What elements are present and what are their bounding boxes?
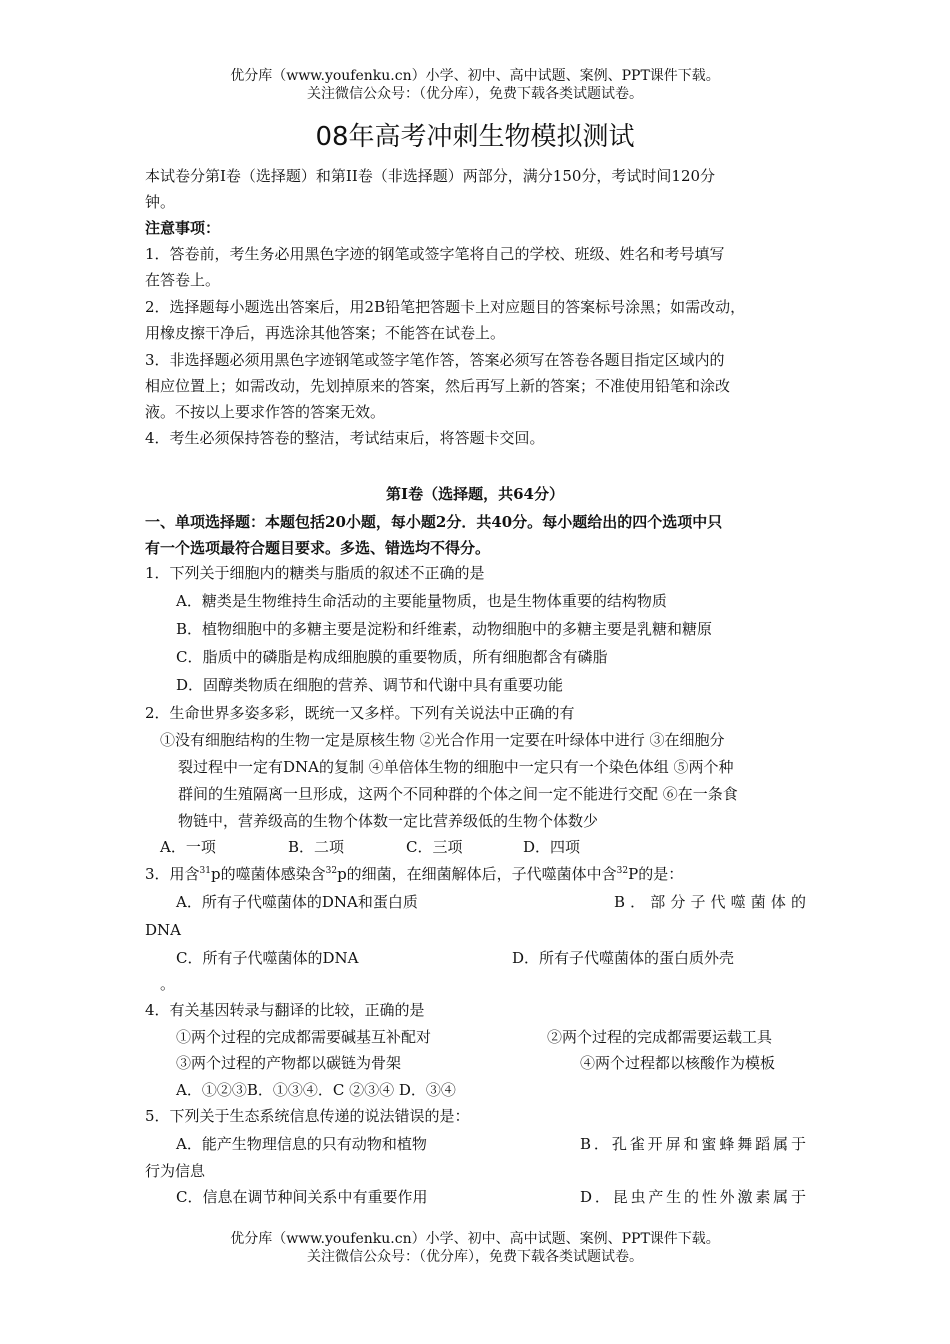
q4-options: A．①②③B．①③④．C ②③④ D．③④ [176, 1081, 456, 1099]
notice-line: 相应位置上；如需改动，先划掉原来的答案，然后再写上新的答案；不准使用铅笔和涂改 [145, 377, 731, 395]
q3-option-d: D．所有子代噬菌体的蛋白质外壳 [512, 949, 735, 967]
q1-option-b: B．植物细胞中的多糖主要是淀粉和纤维素，动物细胞中的多糖主要是乳糖和糖原 [176, 620, 713, 638]
q2-stem: 2．生命世界多姿多彩，既统一又多样。下列有关说法中正确的有 [145, 704, 575, 722]
q4-statement-2: ②两个过程的完成都需要运载工具 [547, 1028, 773, 1046]
q4-statement-3: ③两个过程的产物都以碳链为骨架 [176, 1054, 402, 1072]
section-instruction-2: 有一个选项最符合题目要求。多选、错选均不得分。 [145, 539, 491, 557]
q5-option-b: B．孔雀开屏和蜜蜂舞蹈属于 [580, 1135, 806, 1153]
q3-superscript: 31 [199, 866, 211, 876]
header-line-2: 关注微信公众号：（优分库），免费下载各类试题试卷。 [307, 86, 643, 102]
notice-line: 液。不按以上要求作答的答案无效。 [145, 403, 386, 421]
q2-statement-line: 物链中，营养级高的生物个体数一定比营养级低的生物个体数少 [178, 812, 599, 830]
notice-line: 1．答卷前，考生务必用黑色字迹的钢笔或签字笔将自己的学校、班级、姓名和考号填写 [145, 245, 725, 263]
q5-option-c: C．信息在调节种间关系中有重要作用 [176, 1188, 428, 1206]
q2-statement-line: 群间的生殖隔离一旦形成，这两个不同种群的个体之间一定不能进行交配 ⑥在一条食 [178, 785, 738, 803]
header-line-1: 优分库（www.youfenku.cn）小学、初中、高中试题、案例、PPT课件下载。 [230, 68, 720, 84]
q3-superscript: 32 [325, 866, 338, 876]
q2-option-d: D．四项 [523, 838, 581, 856]
q2-option-c: C．三项 [406, 838, 463, 856]
footer-line-1: 优分库（www.youfenku.cn）小学、初中、高中试题、案例、PPT课件下载。 [230, 1231, 720, 1247]
notice-line: 4．考生必须保持答卷的整洁，考试结束后，将答题卡交回。 [145, 429, 545, 447]
notice-line: 用橡皮擦干净后，再选涂其他答案；不能答在试卷上。 [145, 324, 506, 342]
intro-line-2: 钟。 [145, 193, 176, 211]
q2-option-a: A．一项 [160, 838, 216, 856]
q5-option-d: D．昆虫产生的性外激素属于 [580, 1188, 806, 1206]
q3-option-b-cont: DNA [145, 921, 181, 939]
q2-statement-line: ①没有细胞结构的生物一定是原核生物 ②光合作用一定要在叶绿体中进行 ③在细胞分 [160, 731, 725, 749]
q5-option-a: A．能产生物理信息的只有动物和植物 [176, 1135, 427, 1153]
q3-option-c: C．所有子代噬菌体的DNA [176, 949, 359, 967]
q1-option-c: C．脂质中的磷脂是构成细胞膜的重要物质，所有细胞都含有磷脂 [176, 648, 608, 666]
page-title: 08年高考冲刺生物模拟测试 [315, 122, 635, 152]
q1-option-d: D．固醇类物质在细胞的营养、调节和代谢中具有重要功能 [176, 676, 564, 694]
q2-option-b: B．二项 [288, 838, 345, 856]
q1-option-a: A．糖类是生物维持生命活动的主要能量物质，也是生物体重要的结构物质 [176, 592, 667, 610]
notice-line: 2．选择题每小题选出答案后，用2B铅笔把答题卡上对应题目的答案标号涂黑；如需改动， [145, 298, 746, 316]
q3-trailing-mark: 。 [160, 975, 176, 993]
q3-superscript: 32 [616, 866, 629, 876]
section-instruction-1: 一、单项选择题：本题包括20小题，每小题2分．共40分。每小题给出的四个选项中只 [145, 513, 723, 531]
intro-line-1: 本试卷分第I卷（选择题）和第II卷（非选择题）两部分，满分150分，考试时间120分 [145, 167, 716, 185]
q1-stem: 1．下列关于细胞内的糖类与脂质的叙述不正确的是 [145, 564, 485, 582]
q2-statement-line: 裂过程中一定有DNA的复制 ④单倍体生物的细胞中一定只有一个染色体组 ⑤两个种 [178, 758, 734, 776]
q3-option-b: B．部分子代噬菌体的 [614, 893, 806, 911]
notice-line: 在答卷上。 [145, 271, 221, 289]
q4-stem: 4．有关基因转录与翻译的比较，正确的是 [145, 1001, 425, 1019]
footer-line-2: 关注微信公众号：（优分库），免费下载各类试题试卷。 [307, 1249, 643, 1265]
notice-heading: 注意事项： [145, 219, 221, 237]
q4-statement-4: ④两个过程都以核酸作为模板 [580, 1054, 776, 1072]
q4-statement-1: ①两个过程的完成都需要碱基互补配对 [176, 1028, 432, 1046]
q3-option-a: A．所有子代噬菌体的DNA和蛋白质 [176, 893, 418, 911]
q5-stem: 5．下列关于生态系统信息传递的说法错误的是： [145, 1107, 470, 1125]
q5-option-b-cont: 行为信息 [145, 1162, 206, 1180]
q3-stem: 3．用含$^{31}$p的噬菌体感染含$^{32}$p的细菌，在细菌解体后，子代噬菌体中含$^{32}$P的是： [145, 865, 684, 883]
section-title: 第I卷（选择题，共64分） [386, 485, 564, 503]
notice-line: 3．非选择题必须用黑色字迹钢笔或签字笔作答，答案必须写在答卷各题目指定区域内的 [145, 351, 725, 369]
